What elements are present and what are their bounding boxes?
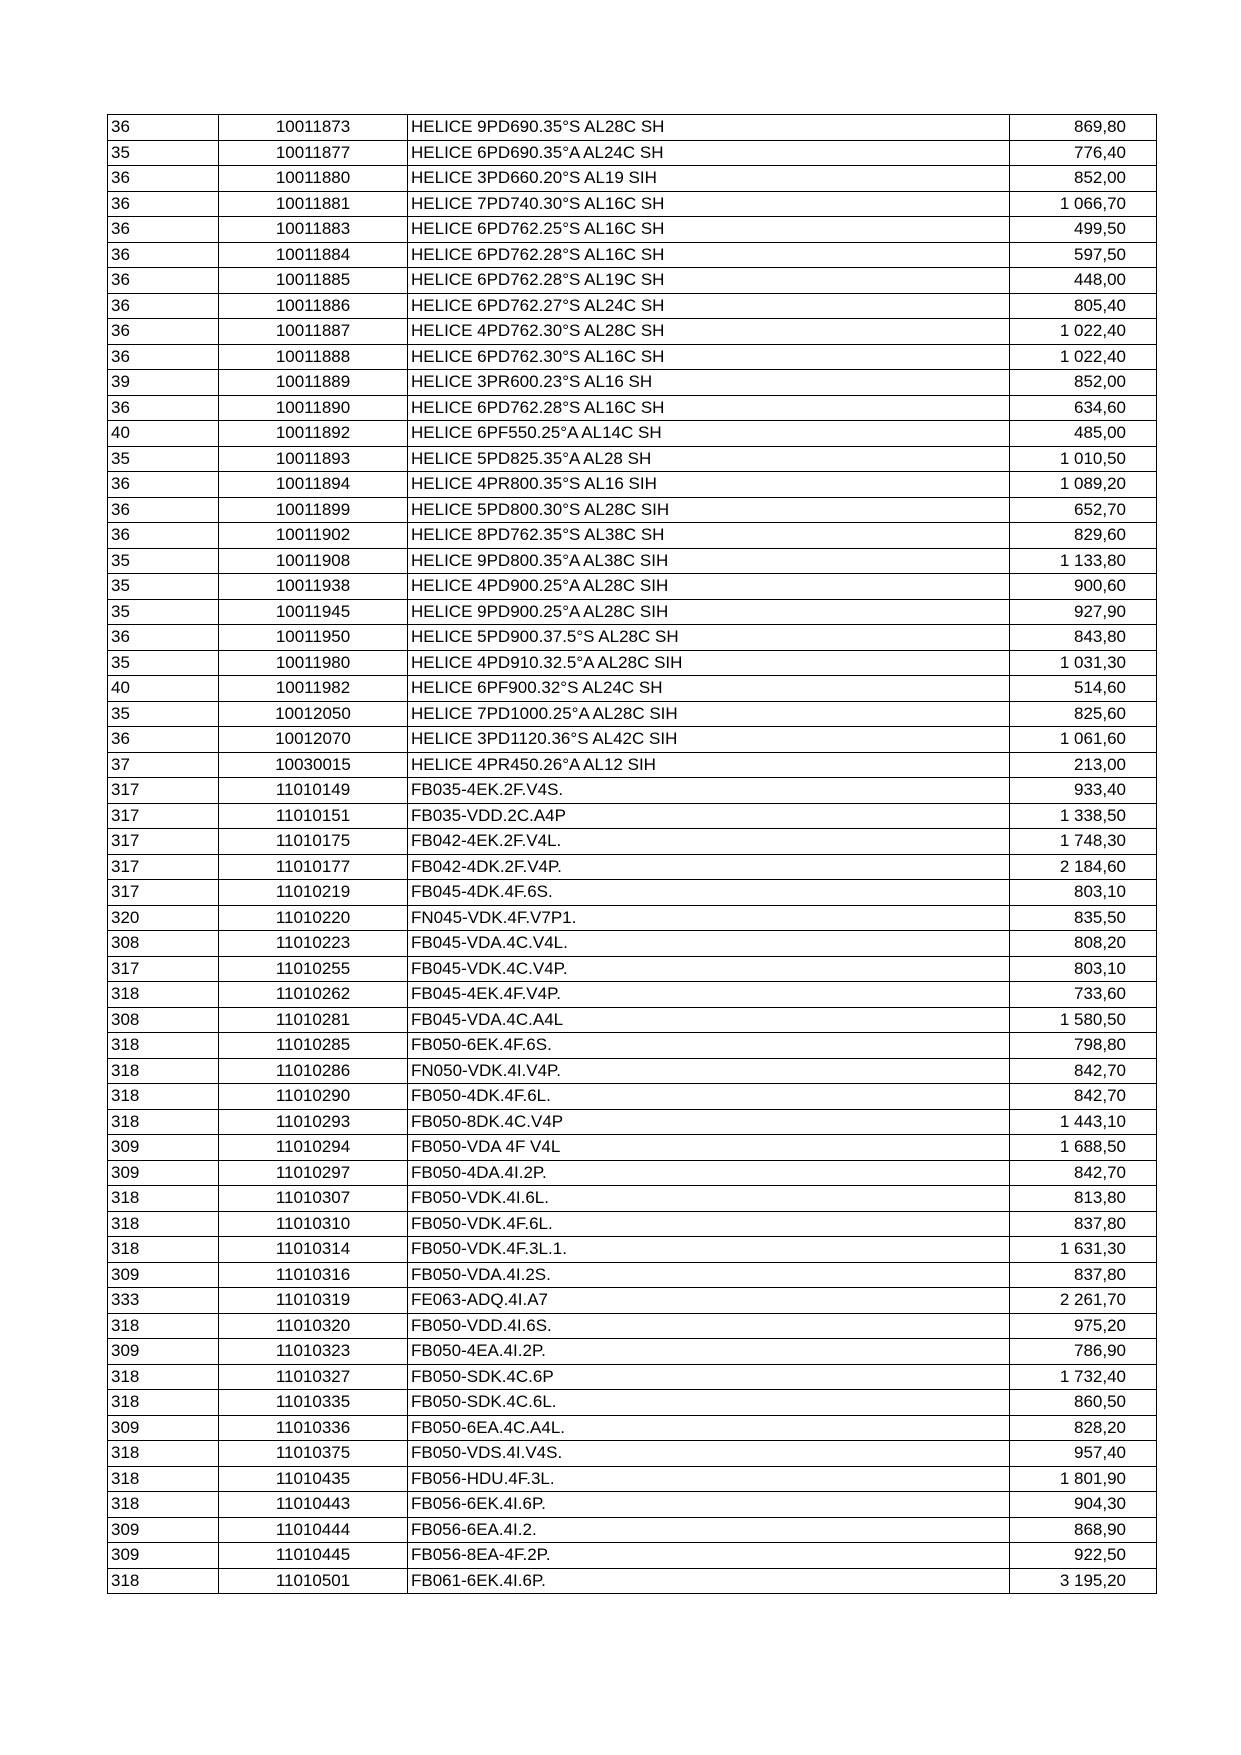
group-cell: 318 (108, 1390, 219, 1416)
table-row (108, 1313, 1157, 1339)
description-cell: HELICE 6PD762.28°S AL19C SH (408, 268, 1010, 294)
price-cell: 1 061,60 (1010, 727, 1157, 753)
group-cell: 40 (108, 421, 219, 447)
table-row (108, 115, 1157, 141)
description-cell: HELICE 4PD762.30°S AL28C SH (408, 319, 1010, 345)
description-cell: HELICE 3PR600.23°S AL16 SH (408, 370, 1010, 396)
price-cell: 813,80 (1010, 1186, 1157, 1212)
description-cell: HELICE 5PD800.30°S AL28C SIH (408, 497, 1010, 523)
description-cell: HELICE 6PF900.32°S AL24C SH (408, 676, 1010, 702)
price-cell: 634,60 (1010, 395, 1157, 421)
code-cell: 11010223 (219, 931, 408, 957)
code-cell: 10030015 (219, 752, 408, 778)
price-cell: 1 010,50 (1010, 446, 1157, 472)
price-cell: 786,90 (1010, 1339, 1157, 1365)
description-cell: FB050-6EA.4C.A4L. (408, 1415, 1010, 1441)
description-cell: FB045-4EK.4F.V4P. (408, 982, 1010, 1008)
code-cell: 10011982 (219, 676, 408, 702)
code-cell: 11010293 (219, 1109, 408, 1135)
code-cell: 10011902 (219, 523, 408, 549)
code-cell: 11010310 (219, 1211, 408, 1237)
table-row (108, 880, 1157, 906)
code-cell: 10011889 (219, 370, 408, 396)
price-cell: 3 195,20 (1010, 1568, 1157, 1594)
group-cell: 36 (108, 191, 219, 217)
table-row (108, 931, 1157, 957)
description-cell: FB045-VDK.4C.V4P. (408, 956, 1010, 982)
code-cell: 10011938 (219, 574, 408, 600)
price-cell: 1 748,30 (1010, 829, 1157, 855)
group-cell: 318 (108, 1313, 219, 1339)
price-cell: 1 133,80 (1010, 548, 1157, 574)
table-row (108, 1415, 1157, 1441)
code-cell: 10011980 (219, 650, 408, 676)
code-cell: 10011886 (219, 293, 408, 319)
table-row (108, 956, 1157, 982)
group-cell: 333 (108, 1288, 219, 1314)
code-cell: 11010175 (219, 829, 408, 855)
price-cell: 808,20 (1010, 931, 1157, 957)
code-cell: 11010375 (219, 1441, 408, 1467)
table-row (108, 395, 1157, 421)
price-cell: 900,60 (1010, 574, 1157, 600)
group-cell: 36 (108, 166, 219, 192)
code-cell: 10011892 (219, 421, 408, 447)
price-cell: 842,70 (1010, 1084, 1157, 1110)
group-cell: 309 (108, 1415, 219, 1441)
price-cell: 829,60 (1010, 523, 1157, 549)
price-cell: 803,10 (1010, 880, 1157, 906)
table-row (108, 1390, 1157, 1416)
group-cell: 318 (108, 1441, 219, 1467)
group-cell: 35 (108, 599, 219, 625)
group-cell: 35 (108, 701, 219, 727)
group-cell: 317 (108, 854, 219, 880)
price-cell: 904,30 (1010, 1492, 1157, 1518)
code-cell: 10011880 (219, 166, 408, 192)
table-row (108, 1058, 1157, 1084)
group-cell: 309 (108, 1160, 219, 1186)
table-row (108, 140, 1157, 166)
price-cell: 485,00 (1010, 421, 1157, 447)
description-cell: HELICE 6PD762.25°S AL16C SH (408, 217, 1010, 243)
group-cell: 317 (108, 956, 219, 982)
table-row (108, 268, 1157, 294)
code-cell: 11010151 (219, 803, 408, 829)
description-cell: HELICE 6PD762.27°S AL24C SH (408, 293, 1010, 319)
group-cell: 36 (108, 523, 219, 549)
code-cell: 11010149 (219, 778, 408, 804)
code-cell: 11010297 (219, 1160, 408, 1186)
table-row (108, 1441, 1157, 1467)
price-cell: 1 066,70 (1010, 191, 1157, 217)
group-cell: 318 (108, 982, 219, 1008)
code-cell: 10011890 (219, 395, 408, 421)
code-cell: 10011888 (219, 344, 408, 370)
price-cell: 837,80 (1010, 1262, 1157, 1288)
table-row (108, 574, 1157, 600)
group-cell: 317 (108, 880, 219, 906)
description-cell: FB042-4EK.2F.V4L. (408, 829, 1010, 855)
group-cell: 318 (108, 1237, 219, 1263)
group-cell: 35 (108, 446, 219, 472)
code-cell: 10011885 (219, 268, 408, 294)
description-cell: FB050-VDS.4I.V4S. (408, 1441, 1010, 1467)
table-row (108, 446, 1157, 472)
code-cell: 11010335 (219, 1390, 408, 1416)
table-row (108, 421, 1157, 447)
price-cell: 842,70 (1010, 1058, 1157, 1084)
code-cell: 11010336 (219, 1415, 408, 1441)
group-cell: 317 (108, 778, 219, 804)
table-row (108, 829, 1157, 855)
code-cell: 11010255 (219, 956, 408, 982)
price-list-body (108, 115, 1157, 1594)
code-cell: 11010285 (219, 1033, 408, 1059)
code-cell: 10011893 (219, 446, 408, 472)
table-row (108, 1084, 1157, 1110)
group-cell: 309 (108, 1262, 219, 1288)
table-row (108, 472, 1157, 498)
price-cell: 927,90 (1010, 599, 1157, 625)
group-cell: 318 (108, 1058, 219, 1084)
table-row (108, 1543, 1157, 1569)
group-cell: 308 (108, 1007, 219, 1033)
price-cell: 213,00 (1010, 752, 1157, 778)
table-row (108, 982, 1157, 1008)
description-cell: HELICE 8PD762.35°S AL38C SH (408, 523, 1010, 549)
description-cell: HELICE 3PD660.20°S AL19 SIH (408, 166, 1010, 192)
description-cell: FB050-8DK.4C.V4P (408, 1109, 1010, 1135)
group-cell: 318 (108, 1186, 219, 1212)
group-cell: 318 (108, 1033, 219, 1059)
group-cell: 318 (108, 1084, 219, 1110)
table-row (108, 497, 1157, 523)
price-cell: 499,50 (1010, 217, 1157, 243)
group-cell: 318 (108, 1364, 219, 1390)
price-cell: 828,20 (1010, 1415, 1157, 1441)
description-cell: HELICE 9PD800.35°A AL38C SIH (408, 548, 1010, 574)
table-row (108, 1364, 1157, 1390)
table-row (108, 166, 1157, 192)
price-cell: 733,60 (1010, 982, 1157, 1008)
description-cell: FB050-VDA.4I.2S. (408, 1262, 1010, 1288)
table-row (108, 1109, 1157, 1135)
price-cell: 852,00 (1010, 370, 1157, 396)
price-cell: 1 022,40 (1010, 344, 1157, 370)
price-cell: 2 261,70 (1010, 1288, 1157, 1314)
price-cell: 803,10 (1010, 956, 1157, 982)
group-cell: 317 (108, 803, 219, 829)
description-cell: FB045-4DK.4F.6S. (408, 880, 1010, 906)
code-cell: 11010307 (219, 1186, 408, 1212)
table-row (108, 370, 1157, 396)
description-cell: FB050-SDK.4C.6P (408, 1364, 1010, 1390)
group-cell: 318 (108, 1109, 219, 1135)
price-cell: 835,50 (1010, 905, 1157, 931)
code-cell: 10011883 (219, 217, 408, 243)
price-cell: 1 089,20 (1010, 472, 1157, 498)
table-row (108, 625, 1157, 651)
table-row (108, 599, 1157, 625)
price-cell: 922,50 (1010, 1543, 1157, 1569)
price-cell: 842,70 (1010, 1160, 1157, 1186)
code-cell: 10012070 (219, 727, 408, 753)
price-cell: 805,40 (1010, 293, 1157, 319)
table-row (108, 293, 1157, 319)
code-cell: 10011877 (219, 140, 408, 166)
code-cell: 11010435 (219, 1466, 408, 1492)
code-cell: 11010290 (219, 1084, 408, 1110)
description-cell: HELICE 7PD740.30°S AL16C SH (408, 191, 1010, 217)
description-cell: HELICE 6PD762.28°S AL16C SH (408, 242, 1010, 268)
group-cell: 37 (108, 752, 219, 778)
code-cell: 10011884 (219, 242, 408, 268)
description-cell: HELICE 6PD762.28°S AL16C SH (408, 395, 1010, 421)
group-cell: 309 (108, 1135, 219, 1161)
table-row (108, 1186, 1157, 1212)
code-cell: 11010320 (219, 1313, 408, 1339)
code-cell: 11010501 (219, 1568, 408, 1594)
description-cell: FB035-4EK.2F.V4S. (408, 778, 1010, 804)
code-cell: 10011945 (219, 599, 408, 625)
code-cell: 10011908 (219, 548, 408, 574)
price-cell: 514,60 (1010, 676, 1157, 702)
table-row (108, 1160, 1157, 1186)
description-cell: FB045-VDA.4C.V4L. (408, 931, 1010, 957)
code-cell: 11010281 (219, 1007, 408, 1033)
table-row (108, 752, 1157, 778)
table-row (108, 523, 1157, 549)
code-cell: 11010443 (219, 1492, 408, 1518)
group-cell: 317 (108, 829, 219, 855)
description-cell: FB056-HDU.4F.3L. (408, 1466, 1010, 1492)
table-row (108, 676, 1157, 702)
group-cell: 308 (108, 931, 219, 957)
description-cell: FB056-8EA-4F.2P. (408, 1543, 1010, 1569)
description-cell: FB050-VDD.4I.6S. (408, 1313, 1010, 1339)
table-row (108, 1568, 1157, 1594)
description-cell: HELICE 9PD690.35°S AL28C SH (408, 115, 1010, 141)
group-cell: 35 (108, 650, 219, 676)
table-row (108, 905, 1157, 931)
price-cell: 869,80 (1010, 115, 1157, 141)
price-cell: 852,00 (1010, 166, 1157, 192)
code-cell: 11010316 (219, 1262, 408, 1288)
table-row (108, 854, 1157, 880)
group-cell: 309 (108, 1543, 219, 1569)
group-cell: 309 (108, 1339, 219, 1365)
table-row (108, 242, 1157, 268)
group-cell: 320 (108, 905, 219, 931)
code-cell: 11010445 (219, 1543, 408, 1569)
price-cell: 1 631,30 (1010, 1237, 1157, 1263)
description-cell: FB035-VDD.2C.A4P (408, 803, 1010, 829)
group-cell: 309 (108, 1517, 219, 1543)
table-row (108, 1288, 1157, 1314)
description-cell: HELICE 5PD900.37.5°S AL28C SH (408, 625, 1010, 651)
price-cell: 843,80 (1010, 625, 1157, 651)
price-cell: 1 801,90 (1010, 1466, 1157, 1492)
code-cell: 11010444 (219, 1517, 408, 1543)
code-cell: 10011894 (219, 472, 408, 498)
description-cell: FB050-VDK.4F.3L.1. (408, 1237, 1010, 1263)
code-cell: 11010219 (219, 880, 408, 906)
description-cell: FB042-4DK.2F.V4P. (408, 854, 1010, 880)
table-row (108, 1237, 1157, 1263)
price-cell: 1 732,40 (1010, 1364, 1157, 1390)
table-row (108, 650, 1157, 676)
description-cell: FB050-VDK.4F.6L. (408, 1211, 1010, 1237)
description-cell: FB056-6EK.4I.6P. (408, 1492, 1010, 1518)
code-cell: 11010319 (219, 1288, 408, 1314)
price-cell: 825,60 (1010, 701, 1157, 727)
description-cell: HELICE 4PR800.35°S AL16 SIH (408, 472, 1010, 498)
table-row (108, 1517, 1157, 1543)
description-cell: HELICE 4PD900.25°A AL28C SIH (408, 574, 1010, 600)
description-cell: HELICE 9PD900.25°A AL28C SIH (408, 599, 1010, 625)
description-cell: FB056-6EA.4I.2. (408, 1517, 1010, 1543)
code-cell: 11010327 (219, 1364, 408, 1390)
group-cell: 39 (108, 370, 219, 396)
group-cell: 36 (108, 242, 219, 268)
group-cell: 318 (108, 1492, 219, 1518)
price-list-table (107, 114, 1157, 1594)
description-cell: FN050-VDK.4I.V4P. (408, 1058, 1010, 1084)
group-cell: 36 (108, 625, 219, 651)
description-cell: FB050-6EK.4F.6S. (408, 1033, 1010, 1059)
price-cell: 868,90 (1010, 1517, 1157, 1543)
code-cell: 11010177 (219, 854, 408, 880)
group-cell: 35 (108, 574, 219, 600)
price-cell: 837,80 (1010, 1211, 1157, 1237)
price-cell: 860,50 (1010, 1390, 1157, 1416)
table-row (108, 1033, 1157, 1059)
table-row (108, 778, 1157, 804)
price-cell: 798,80 (1010, 1033, 1157, 1059)
description-cell: FB045-VDA.4C.A4L (408, 1007, 1010, 1033)
code-cell: 10011887 (219, 319, 408, 345)
table-row (108, 1262, 1157, 1288)
price-cell: 2 184,60 (1010, 854, 1157, 880)
description-cell: HELICE 3PD1120.36°S AL42C SIH (408, 727, 1010, 753)
table-row (108, 548, 1157, 574)
description-cell: HELICE 7PD1000.25°A AL28C SIH (408, 701, 1010, 727)
description-cell: FB050-SDK.4C.6L. (408, 1390, 1010, 1416)
code-cell: 11010323 (219, 1339, 408, 1365)
price-cell: 933,40 (1010, 778, 1157, 804)
group-cell: 318 (108, 1211, 219, 1237)
price-cell: 1 022,40 (1010, 319, 1157, 345)
description-cell: FN045-VDK.4F.V7P1. (408, 905, 1010, 931)
table-row (108, 1211, 1157, 1237)
group-cell: 318 (108, 1466, 219, 1492)
description-cell: FB050-VDK.4I.6L. (408, 1186, 1010, 1212)
table-row (108, 1007, 1157, 1033)
table-row (108, 1339, 1157, 1365)
price-cell: 1 443,10 (1010, 1109, 1157, 1135)
table-row (108, 191, 1157, 217)
code-cell: 10011873 (219, 115, 408, 141)
group-cell: 318 (108, 1568, 219, 1594)
price-cell: 776,40 (1010, 140, 1157, 166)
price-cell: 1 688,50 (1010, 1135, 1157, 1161)
group-cell: 36 (108, 115, 219, 141)
description-cell: FB050-4DK.4F.6L. (408, 1084, 1010, 1110)
code-cell: 11010262 (219, 982, 408, 1008)
code-cell: 10011881 (219, 191, 408, 217)
description-cell: FB050-VDA 4F V4L (408, 1135, 1010, 1161)
group-cell: 35 (108, 548, 219, 574)
price-cell: 1 031,30 (1010, 650, 1157, 676)
code-cell: 11010294 (219, 1135, 408, 1161)
code-cell: 10012050 (219, 701, 408, 727)
group-cell: 36 (108, 319, 219, 345)
price-cell: 975,20 (1010, 1313, 1157, 1339)
price-cell: 1 580,50 (1010, 1007, 1157, 1033)
table-row (108, 217, 1157, 243)
table-row (108, 1466, 1157, 1492)
price-cell: 448,00 (1010, 268, 1157, 294)
code-cell: 11010286 (219, 1058, 408, 1084)
table-row (108, 1135, 1157, 1161)
table-row (108, 344, 1157, 370)
description-cell: HELICE 4PD910.32.5°A AL28C SIH (408, 650, 1010, 676)
table-row (108, 1492, 1157, 1518)
description-cell: HELICE 6PD690.35°A AL24C SH (408, 140, 1010, 166)
description-cell: FB050-4EA.4I.2P. (408, 1339, 1010, 1365)
group-cell: 36 (108, 268, 219, 294)
description-cell: HELICE 6PD762.30°S AL16C SH (408, 344, 1010, 370)
description-cell: HELICE 4PR450.26°A AL12 SIH (408, 752, 1010, 778)
description-cell: FB050-4DA.4I.2P. (408, 1160, 1010, 1186)
table-row (108, 727, 1157, 753)
table-row (108, 803, 1157, 829)
table-row (108, 319, 1157, 345)
table-row (108, 701, 1157, 727)
description-cell: FB061-6EK.4I.6P. (408, 1568, 1010, 1594)
description-cell: HELICE 5PD825.35°A AL28 SH (408, 446, 1010, 472)
code-cell: 11010220 (219, 905, 408, 931)
price-cell: 1 338,50 (1010, 803, 1157, 829)
group-cell: 36 (108, 497, 219, 523)
price-cell: 597,50 (1010, 242, 1157, 268)
price-cell: 957,40 (1010, 1441, 1157, 1467)
description-cell: FE063-ADQ.4I.A7 (408, 1288, 1010, 1314)
group-cell: 36 (108, 344, 219, 370)
description-cell: HELICE 6PF550.25°A AL14C SH (408, 421, 1010, 447)
group-cell: 36 (108, 472, 219, 498)
group-cell: 35 (108, 140, 219, 166)
group-cell: 36 (108, 217, 219, 243)
price-cell: 652,70 (1010, 497, 1157, 523)
code-cell: 10011899 (219, 497, 408, 523)
code-cell: 10011950 (219, 625, 408, 651)
group-cell: 36 (108, 727, 219, 753)
code-cell: 11010314 (219, 1237, 408, 1263)
group-cell: 40 (108, 676, 219, 702)
group-cell: 36 (108, 293, 219, 319)
group-cell: 36 (108, 395, 219, 421)
